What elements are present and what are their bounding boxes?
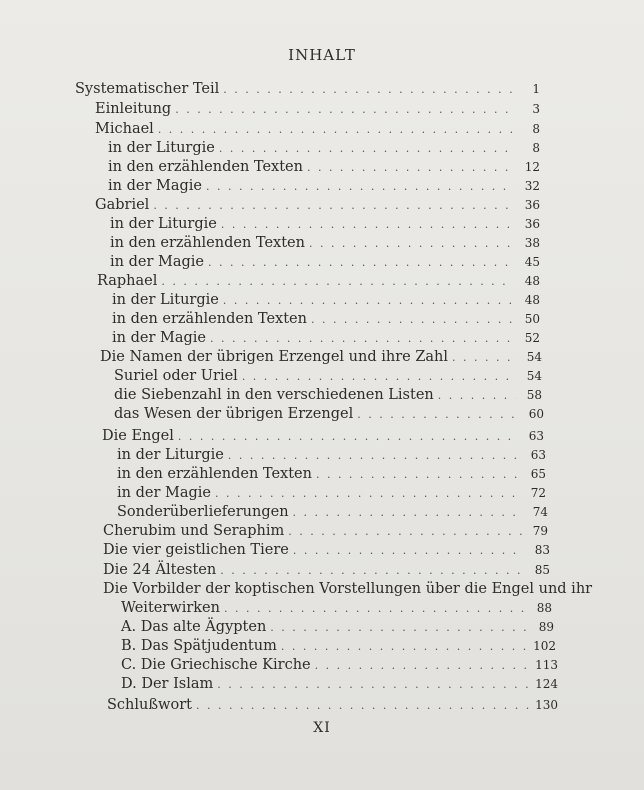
toc-entry-page: 8 [532, 122, 540, 136]
leader-dots [208, 254, 514, 272]
toc-entry [121, 618, 554, 636]
toc-entry-page: 72 [530, 486, 546, 500]
toc-entry-page: 85 [534, 563, 550, 577]
toc-entry [114, 386, 542, 404]
toc-entry [121, 675, 558, 693]
leader-dots [161, 273, 514, 291]
toc-entry-page: 60 [528, 407, 544, 421]
toc-entry-page: 88 [536, 601, 552, 615]
toc-entry [117, 484, 546, 502]
page-folio: XI [313, 720, 331, 736]
toc-entry-page: 130 [535, 698, 558, 712]
toc-entry [103, 522, 548, 540]
toc-entry-label: Einleitung [95, 101, 172, 117]
toc-entry-page: 102 [533, 639, 556, 653]
toc-entry-page: 52 [524, 331, 540, 345]
toc-entry-page: 63 [530, 448, 546, 462]
toc-entry-page: 12 [524, 160, 540, 174]
leader-dots [196, 697, 531, 715]
toc-entry [121, 656, 558, 674]
toc-entry [108, 177, 540, 195]
leader-dots [217, 676, 531, 694]
leader-dots [223, 292, 514, 310]
toc-entry-label: in der Magie [117, 485, 211, 501]
leader-dots [315, 657, 531, 675]
toc-entry-page: 83 [534, 543, 550, 557]
toc-entry-page: 65 [530, 467, 546, 481]
toc-entry-label: Raphael [97, 273, 158, 289]
toc-entry-page: 124 [535, 677, 558, 691]
toc-entry-label: Die Namen der übrigen Erzengel und ihre Zahl [100, 349, 449, 365]
leader-dots [311, 311, 514, 329]
toc-entry-page: 113 [535, 658, 558, 672]
leader-dots [153, 197, 514, 215]
toc-entry-page: 54 [526, 350, 542, 364]
toc-entry-page: 50 [524, 312, 540, 326]
toc-entry-page: 54 [526, 369, 542, 383]
toc-entry-label: Die vier geistlichen Tiere [103, 542, 289, 558]
toc-entry-label: in der Magie [110, 254, 204, 270]
toc-entry-label: in der Liturgie [112, 292, 219, 308]
toc-entry-page: 74 [532, 505, 548, 519]
toc-entry-page: 8 [532, 141, 540, 155]
toc-entry [103, 580, 593, 598]
leader-dots [281, 638, 529, 656]
leader-dots [220, 562, 524, 580]
toc-entry [112, 329, 540, 347]
toc-entry [114, 367, 542, 385]
toc-entry-label: in den erzählenden Texten [110, 235, 305, 251]
toc-entry-label: Weiterwirken [121, 600, 220, 616]
leader-dots [210, 330, 514, 348]
toc-entry [117, 465, 546, 483]
toc-entry-label: Die Engel [102, 428, 174, 444]
leader-dots [206, 178, 514, 196]
toc-entry [108, 139, 540, 157]
leader-dots [178, 428, 518, 446]
toc-entry-label: D. Der Islam [121, 676, 214, 692]
toc-entry-label: Die Vorbilder der koptischen Vorstellungen über die Engel und ihr [103, 581, 593, 597]
toc-entry [110, 215, 540, 233]
toc-entry-label: C. Die Griechische Kirche [121, 657, 311, 673]
leader-dots [288, 523, 522, 541]
toc-entry [107, 696, 558, 714]
toc-entry [110, 253, 540, 271]
toc-entry [121, 599, 552, 617]
toc-entry-label: in der Magie [112, 330, 206, 346]
toc-entry-page: 79 [532, 524, 548, 538]
leader-dots [219, 140, 514, 158]
toc-entry-page: 63 [528, 429, 544, 443]
toc-entry-label: in den erzählenden Texten [112, 311, 307, 327]
page-title: INHALT [288, 46, 356, 64]
toc-entry-label: in der Liturgie [108, 140, 215, 156]
toc-entry-label: in der Liturgie [110, 216, 217, 232]
leader-dots [309, 235, 514, 253]
toc-entry-label: Suriel oder Uriel [114, 368, 238, 384]
toc-entry [108, 158, 540, 176]
toc-entry-label: Gabriel [95, 197, 150, 213]
toc-entry-label: Schlußwort [107, 697, 192, 713]
toc-entry [112, 310, 540, 328]
leader-dots [438, 387, 516, 405]
leader-dots [158, 121, 514, 139]
toc-entry-label: die Siebenzahl in den verschiedenen Listen [114, 387, 434, 403]
toc-entry-label: Cherubim und Seraphim [103, 523, 285, 539]
toc-entry-page: 36 [524, 198, 540, 212]
toc-entry-label: A. Das alte Ägypten [121, 619, 267, 635]
toc-entry-page: 38 [524, 236, 540, 250]
toc-entry [95, 100, 540, 118]
leader-dots [215, 485, 520, 503]
toc-entry-label: Sonderüberlieferungen [117, 504, 289, 520]
toc-entry-label: das Wesen der übrigen Erzengel [114, 406, 354, 422]
toc-entry [95, 196, 540, 214]
toc-entry-label: Die 24 Ältesten [103, 562, 217, 578]
toc-entry-page: 48 [524, 274, 540, 288]
toc-entry-page: 45 [524, 255, 540, 269]
leader-dots [293, 542, 524, 560]
toc-entry-page: 48 [524, 293, 540, 307]
leader-dots [307, 159, 514, 177]
toc-entry [117, 446, 546, 464]
toc-entry-page: 1 [532, 82, 540, 96]
toc-entry [110, 234, 540, 252]
leader-dots [175, 101, 514, 119]
toc-entry [117, 503, 548, 521]
leader-dots [452, 349, 516, 367]
toc-entry [114, 405, 544, 423]
toc-entry-label: in der Magie [108, 178, 202, 194]
toc-entry-label: in den erzählenden Texten [108, 159, 303, 175]
toc-entry-label: in den erzählenden Texten [117, 466, 312, 482]
leader-dots [228, 447, 520, 465]
toc-entry [95, 120, 540, 138]
toc-entry [103, 561, 550, 579]
toc-entry [100, 348, 542, 366]
toc-entry-page: 3 [532, 102, 540, 116]
toc-entry-page: 89 [538, 620, 554, 634]
leader-dots [242, 368, 516, 386]
leader-dots [293, 504, 522, 522]
leader-dots [221, 216, 514, 234]
leader-dots [224, 600, 526, 618]
toc-entry [112, 291, 540, 309]
toc-entry-label: B. Das Spätjudentum [121, 638, 277, 654]
toc-entry-label: Systematischer Teil [75, 81, 220, 97]
toc-entry-label: Michael [95, 121, 154, 137]
toc-entry [102, 427, 544, 445]
toc-entry [103, 541, 550, 559]
toc-entry-page: 58 [526, 388, 542, 402]
toc-entry-page: 32 [524, 179, 540, 193]
toc-entry [97, 272, 540, 290]
leader-dots [316, 466, 520, 484]
toc-entry-page: 36 [524, 217, 540, 231]
leader-dots [357, 406, 518, 424]
leader-dots [270, 619, 528, 637]
leader-dots [223, 81, 514, 99]
toc-entry [75, 80, 540, 98]
toc-entry-label: in der Liturgie [117, 447, 224, 463]
toc-entry [121, 637, 556, 655]
